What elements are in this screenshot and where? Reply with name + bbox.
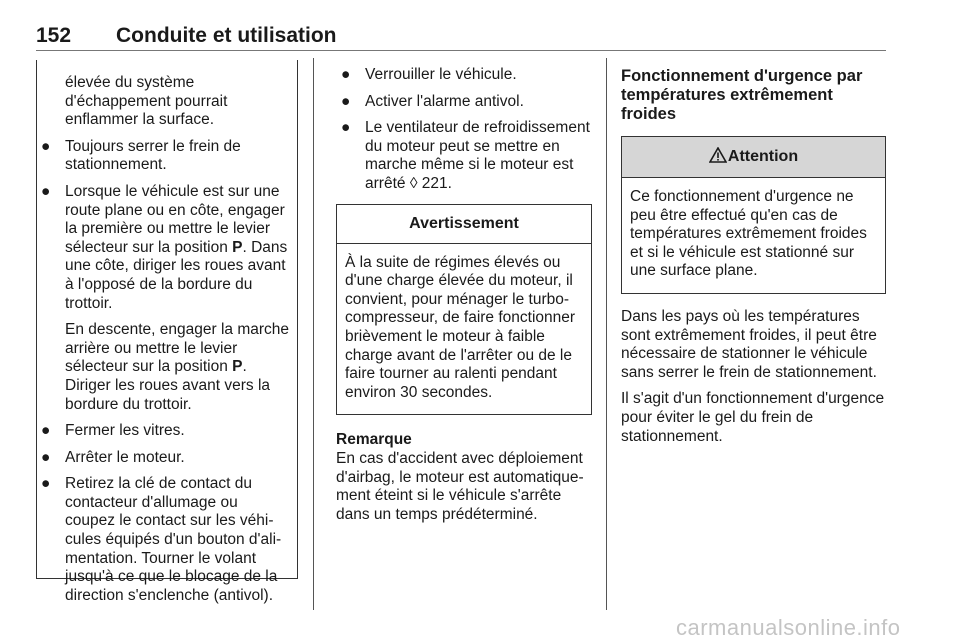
note-body: En cas d'accident avec déploiement d'airbag, le moteur est automatiquement éteint si le véhicule s'arrête dans un temps prédéterminé.: [336, 449, 584, 523]
sub-paragraph: [36, 321, 290, 414]
paragraph: Dans les pays où les températures sont extrêmement froides, il peut être nécessaire de stationner le véhicule sans serrer le frein de stationnement.: [621, 307, 877, 381]
warning-box-title: Avertissement: [337, 205, 591, 244]
attention-box: [621, 136, 886, 294]
warning-box-body: À la suite de régimes élevés ou d'une charge élevée du moteur, il convient, pour ménager le turbocompresseur, de faire fonctionner brièvement le moteur à faible charge avant de l'arrêter ou de le faire tourner au ralenti pendant environ 30 secondes.: [345, 253, 576, 401]
column-divider-2: [606, 58, 607, 610]
right-column: [621, 67, 886, 454]
list-item: [36, 138, 290, 175]
note-block: [336, 431, 592, 524]
list-item-text: Toujours serrer le frein de stationnement.: [65, 137, 241, 174]
gear-position: P: [232, 358, 243, 376]
list-item: [36, 475, 290, 605]
page-title: Conduite et utilisation: [116, 24, 337, 47]
page-reference[interactable]: 221: [421, 174, 448, 192]
list-item: [336, 93, 592, 112]
paragraph: Il s'agit d'un fonctionnement d'urgence pour éviter le gel du frein de stationnement.: [621, 390, 885, 445]
list-item-text: Arrêter le moteur.: [65, 448, 185, 466]
list-item: [36, 422, 290, 441]
list-item-text: . Dans une côte, diriger les roues avant à l'opposé de la bordure du trottoir.: [65, 238, 288, 312]
bullet-icon: ●: [41, 475, 51, 493]
attention-box-title: [622, 137, 885, 178]
page-reference-arrow-icon: ◊: [409, 174, 422, 192]
gear-position: P: [232, 238, 243, 256]
list-item: [36, 449, 290, 468]
list-item: [336, 119, 592, 193]
list-item-text: Le ventilateur de refroidissement du moteur peut se mettre en marche même si le moteur est arrêté: [365, 119, 590, 192]
bullet-icon: ●: [41, 448, 51, 466]
warning-box: [336, 204, 592, 416]
bullet-icon: ●: [341, 66, 351, 83]
middle-column: [336, 66, 592, 524]
left-column: [36, 74, 290, 613]
note-title: Remarque: [336, 431, 412, 449]
page-header: [36, 24, 337, 48]
sub-text: En descente, engager la marche arrière ou mettre le levier sélecteur sur la position: [65, 321, 290, 376]
bullet-icon: ●: [341, 92, 351, 110]
list-item-text: Retirez la clé de contact du contacteur d'allumage ou coupez le contact sur les véhicules équipés d'un bouton d'alimentation. Tourner le volant jusqu'à ce que le blocage de la direction s'enclenche (antivol).: [65, 475, 282, 604]
list-item: [36, 183, 290, 313]
list-item-text: Fermer les vitres.: [65, 422, 185, 440]
bullet-icon: ●: [41, 182, 51, 200]
bullet-icon: ●: [41, 422, 51, 440]
list-item-text: Verrouiller le véhicule.: [365, 66, 517, 83]
column-divider-1: [313, 58, 314, 610]
warning-triangle-icon: [709, 139, 727, 155]
warning-intro-text: élevée du système d'échappement pourrait enflammer la surface.: [65, 74, 228, 129]
sub-text: . Diriger les roues avant vers la bordure du trottoir.: [65, 358, 271, 413]
bullet-icon: ●: [341, 119, 351, 137]
header-rule: [36, 50, 886, 51]
list-item-text: Activer l'alarme antivol.: [365, 92, 524, 110]
list-item-text: .: [447, 174, 452, 192]
section-heading: Fonctionnement d'urgence par températures extrêmement froides: [621, 67, 863, 123]
list-item: [336, 66, 592, 85]
watermark: carmanualsonline.info: [676, 615, 901, 640]
list-item-text: Lorsque le véhicule est sur une route plane ou en côte, engager la première ou mettre le levier sélecteur sur la position: [65, 182, 285, 256]
page-number: 152: [36, 24, 72, 47]
bullet-icon: ●: [41, 137, 51, 155]
attention-box-body: Ce fonctionnement d'urgence ne peu être effectué qu'en cas de températures extrêmement froides et si le véhicule est stationné sur une surface plane.: [630, 188, 867, 280]
attention-title: Attention: [727, 148, 799, 165]
